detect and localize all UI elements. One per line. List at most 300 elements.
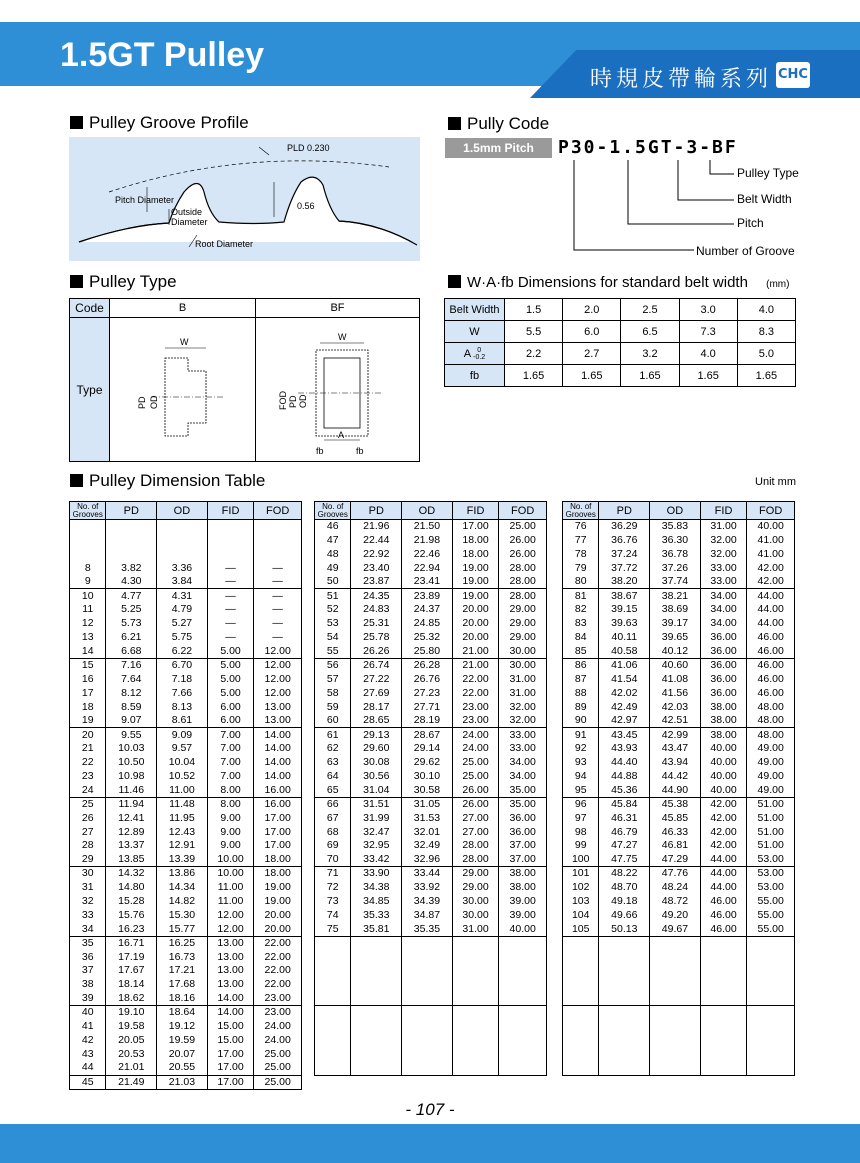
table-cell: 8.12	[106, 686, 157, 700]
table-cell: 55.00	[747, 895, 795, 909]
table-cell: 18.00	[254, 867, 302, 881]
pulley-type-table	[69, 298, 420, 462]
table-cell: —	[207, 631, 254, 645]
table-cell: 24	[70, 783, 106, 797]
table-cell: 4.31	[157, 589, 208, 603]
table-cell: 23.00	[452, 700, 499, 714]
table-cell: 57	[315, 672, 351, 686]
table-cell: 19.00	[254, 895, 302, 909]
table-row	[70, 922, 302, 936]
table-row	[70, 742, 302, 756]
table-cell: 12.00	[254, 686, 302, 700]
table-cell: 82	[563, 603, 599, 617]
table-row	[315, 672, 547, 686]
table-cell: 15	[70, 658, 106, 672]
table-cell	[351, 950, 402, 964]
table-cell: 86	[563, 658, 599, 672]
table-cell	[499, 1033, 547, 1047]
table-cell: 47	[315, 533, 351, 547]
code-leader-lines	[558, 158, 738, 258]
table-row	[70, 645, 302, 659]
table-cell: 19.00	[452, 575, 499, 589]
table-cell: 13.85	[106, 853, 157, 867]
table-cell: 10.52	[157, 770, 208, 784]
table-cell: 8.13	[157, 700, 208, 714]
table-cell: 24.35	[351, 589, 402, 603]
section-title: W·A·fb Dimensions for standard belt width	[467, 274, 748, 291]
section-pulley-type	[70, 272, 177, 292]
table-cell: 53.00	[747, 853, 795, 867]
table-row	[315, 575, 547, 589]
table-cell: 39.00	[499, 895, 547, 909]
table-cell	[315, 978, 351, 992]
fid-header: FID	[452, 502, 499, 520]
table-cell: 31.99	[351, 811, 402, 825]
dimension-table-2	[314, 501, 547, 1076]
table-cell: 84	[563, 631, 599, 645]
grooves-header: No. of Grooves	[563, 502, 599, 520]
table-cell: 29.00	[499, 603, 547, 617]
table-cell: 9.07	[106, 714, 157, 728]
table-cell: 18.62	[106, 992, 157, 1006]
table-cell	[700, 978, 747, 992]
table-cell: 101	[563, 867, 599, 881]
table-row	[70, 547, 302, 561]
table-cell	[599, 992, 650, 1006]
table-cell	[650, 950, 701, 964]
table-row	[70, 728, 302, 742]
table-cell: 17.00	[254, 811, 302, 825]
w-row-label: W	[445, 321, 505, 343]
table-cell: 44.90	[650, 783, 701, 797]
table-row	[315, 1033, 547, 1047]
belt-width-header: Belt Width	[445, 299, 505, 321]
table-cell: 70	[315, 853, 351, 867]
table-cell	[106, 533, 157, 547]
unit-label: Unit mm	[755, 476, 796, 488]
table-row	[315, 950, 547, 964]
table-cell	[747, 1061, 795, 1075]
table-cell: 13.37	[106, 839, 157, 853]
table-cell: 46.31	[599, 811, 650, 825]
table-cell: 24.83	[351, 603, 402, 617]
table-cell	[254, 547, 302, 561]
table-cell: 4.77	[106, 589, 157, 603]
table-cell: 15.77	[157, 922, 208, 936]
table-cell: 24.00	[254, 1020, 302, 1034]
table-cell	[351, 992, 402, 1006]
type-bf-drawing	[258, 318, 418, 458]
table-cell: 44.00	[700, 867, 747, 881]
table-cell: 17.00	[254, 839, 302, 853]
table-row	[315, 978, 547, 992]
table-row	[315, 964, 547, 978]
table-cell: 30.00	[452, 908, 499, 922]
table-cell: 26.00	[452, 797, 499, 811]
table-cell: 22.00	[452, 672, 499, 686]
fb-cell: 1.65	[505, 365, 563, 387]
code-label-pulley-type: Pulley Type	[737, 166, 799, 180]
table-cell: 34.39	[402, 895, 453, 909]
table-cell: 27.71	[402, 700, 453, 714]
table-cell: 16.00	[254, 797, 302, 811]
table-cell: 45.84	[599, 797, 650, 811]
table-cell	[402, 1020, 453, 1034]
table-cell: 50.13	[599, 922, 650, 936]
table-cell: 21.96	[351, 520, 402, 534]
table-cell: 21.49	[106, 1075, 157, 1089]
table-cell: 15.28	[106, 895, 157, 909]
table-cell: 35.33	[351, 908, 402, 922]
section-title: Pulley Groove Profile	[89, 113, 249, 132]
table-cell	[747, 978, 795, 992]
table-cell: 42.97	[599, 714, 650, 728]
table-cell: 13.00	[207, 950, 254, 964]
square-bullet-icon	[448, 275, 461, 288]
table-cell: 14.32	[106, 867, 157, 881]
series-title: 時規皮帶輪系列	[589, 67, 772, 92]
table-cell: 32.96	[402, 853, 453, 867]
table-cell	[747, 992, 795, 1006]
table-cell: 8.00	[207, 797, 254, 811]
table-cell: 48.24	[650, 881, 701, 895]
table-cell	[315, 1033, 351, 1047]
table-cell: 47.76	[650, 867, 701, 881]
table-cell: 43.47	[650, 742, 701, 756]
belt-width-cell: 2.0	[563, 299, 621, 321]
section-title: Pulley Dimension Table	[89, 471, 266, 490]
table-cell: 15.30	[157, 908, 208, 922]
table-cell: 51.00	[747, 797, 795, 811]
table-row	[70, 908, 302, 922]
table-row	[70, 589, 302, 603]
table-cell: 3.82	[106, 561, 157, 575]
table-cell	[563, 1061, 599, 1075]
table-cell: 67	[315, 811, 351, 825]
table-cell: 68	[315, 825, 351, 839]
table-cell: 42.00	[700, 797, 747, 811]
table-cell	[650, 1020, 701, 1034]
table-row	[315, 589, 547, 603]
root-diameter-label: Root Diameter	[195, 239, 254, 249]
type-bf-header: BF	[256, 299, 420, 318]
table-cell: 14.00	[254, 742, 302, 756]
table-row	[315, 797, 547, 811]
table-cell: 46.00	[747, 672, 795, 686]
table-row	[563, 783, 795, 797]
w-cell: 7.3	[679, 321, 737, 343]
table-cell: 20.00	[254, 908, 302, 922]
table-cell: 5.73	[106, 617, 157, 631]
table-cell: 35.81	[351, 922, 402, 936]
table-cell: 15.76	[106, 908, 157, 922]
table-cell: 32.95	[351, 839, 402, 853]
table-cell: 5.00	[207, 686, 254, 700]
section-title: Pulley Type	[89, 272, 177, 291]
svg-text:OD: OD	[148, 395, 159, 409]
table-cell: 5.00	[207, 672, 254, 686]
table-cell: 38.00	[499, 867, 547, 881]
table-row	[70, 1061, 302, 1075]
table-cell: 39.15	[599, 603, 650, 617]
table-cell	[351, 1033, 402, 1047]
table-cell: 23.00	[254, 1006, 302, 1020]
table-cell: 33.00	[499, 742, 547, 756]
table-cell: 22	[70, 756, 106, 770]
table-cell: 9.00	[207, 811, 254, 825]
table-row	[563, 700, 795, 714]
table-row	[315, 811, 547, 825]
table-cell: 36.00	[700, 686, 747, 700]
section-pully-code	[448, 114, 549, 134]
table-cell: 69	[315, 839, 351, 853]
table-row	[563, 658, 795, 672]
table-cell: 35	[70, 936, 106, 950]
table-cell: 17.00	[207, 1047, 254, 1061]
table-cell	[499, 936, 547, 950]
table-cell: 24.00	[452, 742, 499, 756]
table-cell: 94	[563, 770, 599, 784]
table-cell: 23.41	[402, 575, 453, 589]
table-cell	[402, 1006, 453, 1020]
table-cell: 6.68	[106, 645, 157, 659]
table-cell: 36.00	[499, 811, 547, 825]
table-cell: 45.85	[650, 811, 701, 825]
table-cell: 12.43	[157, 825, 208, 839]
table-cell: 40.00	[747, 520, 795, 534]
table-cell: 34.00	[700, 617, 747, 631]
table-row	[70, 533, 302, 547]
table-cell: 36.76	[599, 533, 650, 547]
table-cell: 12	[70, 617, 106, 631]
table-cell: 61	[315, 728, 351, 742]
table-cell	[499, 1047, 547, 1061]
table-cell: 30.56	[351, 770, 402, 784]
table-cell: 42.49	[599, 700, 650, 714]
table-cell	[747, 950, 795, 964]
table-cell	[599, 1047, 650, 1061]
table-cell: 40	[70, 1006, 106, 1020]
table-row	[563, 1020, 795, 1034]
table-cell: 10.50	[106, 756, 157, 770]
table-cell: 28.65	[351, 714, 402, 728]
table-row	[563, 964, 795, 978]
table-row	[315, 922, 547, 936]
table-cell: 33.00	[700, 575, 747, 589]
table-cell	[499, 978, 547, 992]
table-cell: 89	[563, 700, 599, 714]
type-b-drawing-cell	[110, 318, 256, 462]
table-cell: 17.00	[207, 1061, 254, 1075]
table-cell: 46.79	[599, 825, 650, 839]
table-row	[315, 881, 547, 895]
table-cell	[402, 964, 453, 978]
fb-cell: 1.65	[679, 365, 737, 387]
table-cell	[315, 992, 351, 1006]
table-cell: 36.29	[599, 520, 650, 534]
table-row	[563, 853, 795, 867]
type-header: Type	[70, 318, 110, 462]
table-cell: 35.00	[499, 797, 547, 811]
table-cell: 11.94	[106, 797, 157, 811]
table-cell: 37.74	[650, 575, 701, 589]
svg-text:FOD: FOD	[277, 391, 288, 410]
table-row	[315, 992, 547, 1006]
table-row	[315, 895, 547, 909]
table-cell: 91	[563, 728, 599, 742]
table-cell: 87	[563, 672, 599, 686]
table-cell: 39.00	[499, 908, 547, 922]
table-row	[315, 617, 547, 631]
od-header: OD	[157, 502, 208, 520]
table-cell	[747, 936, 795, 950]
table-row	[315, 700, 547, 714]
table-cell: 19.00	[452, 589, 499, 603]
belt-width-cell: 4.0	[737, 299, 795, 321]
pitch-badge: 1.5mm Pitch	[445, 138, 552, 158]
table-row	[315, 908, 547, 922]
table-cell: 22.00	[254, 978, 302, 992]
table-cell	[452, 1047, 499, 1061]
table-row	[70, 867, 302, 881]
table-row	[70, 797, 302, 811]
groove-profile-figure	[69, 137, 420, 261]
table-cell: 25.78	[351, 631, 402, 645]
table-cell	[563, 1047, 599, 1061]
table-cell: —	[207, 575, 254, 589]
table-cell	[207, 547, 254, 561]
fod-header: FOD	[747, 502, 795, 520]
section-wafb	[448, 274, 789, 291]
table-cell: 93	[563, 756, 599, 770]
table-cell: 16.71	[106, 936, 157, 950]
table-cell: 34.00	[700, 603, 747, 617]
table-cell: 22.92	[351, 547, 402, 561]
table-cell	[650, 1047, 701, 1061]
code-label-pitch: Pitch	[737, 216, 764, 230]
table-cell: 20.00	[452, 603, 499, 617]
svg-text:W: W	[337, 332, 346, 342]
table-cell: 25.32	[402, 631, 453, 645]
table-cell: 74	[315, 908, 351, 922]
square-bullet-icon	[70, 275, 83, 288]
table-cell: 51.00	[747, 811, 795, 825]
table-row	[315, 1047, 547, 1061]
table-cell: 14.34	[157, 881, 208, 895]
table-cell	[70, 547, 106, 561]
table-cell: 40.00	[499, 922, 547, 936]
table-cell: 29.13	[351, 728, 402, 742]
table-cell: 4.30	[106, 575, 157, 589]
table-cell: 42	[70, 1033, 106, 1047]
table-cell: 10.00	[207, 867, 254, 881]
table-cell: 29.62	[402, 756, 453, 770]
table-cell: 58	[315, 686, 351, 700]
table-cell	[650, 978, 701, 992]
table-cell	[700, 936, 747, 950]
table-cell: 33.00	[700, 561, 747, 575]
table-cell: 42.99	[650, 728, 701, 742]
fb-cell: 1.65	[621, 365, 679, 387]
table-cell: 12.91	[157, 839, 208, 853]
wafb-unit: (mm)	[766, 279, 790, 290]
table-cell	[650, 992, 701, 1006]
table-cell: 12.00	[207, 908, 254, 922]
table-cell: 49.00	[747, 770, 795, 784]
table-cell: 27	[70, 825, 106, 839]
a-cell: 2.2	[505, 343, 563, 365]
table-cell: 13.00	[207, 978, 254, 992]
table-cell: 83	[563, 617, 599, 631]
table-cell: 55	[315, 645, 351, 659]
table-cell: 49.67	[650, 922, 701, 936]
table-cell: 25.00	[452, 756, 499, 770]
table-cell	[700, 1020, 747, 1034]
table-row	[563, 617, 795, 631]
table-row	[315, 520, 547, 534]
table-cell: 40.60	[650, 658, 701, 672]
table-cell: 12.00	[254, 645, 302, 659]
table-cell: 32.00	[700, 547, 747, 561]
table-cell: 55.00	[747, 922, 795, 936]
table-cell: 34.87	[402, 908, 453, 922]
table-cell	[402, 950, 453, 964]
table-row	[70, 520, 302, 534]
table-cell	[563, 978, 599, 992]
table-cell: 32.47	[351, 825, 402, 839]
table-cell	[207, 533, 254, 547]
table-cell: 42.51	[650, 714, 701, 728]
table-cell	[747, 1033, 795, 1047]
table-cell: 31.00	[452, 922, 499, 936]
table-cell: 49.00	[747, 742, 795, 756]
table-cell: 27.00	[452, 825, 499, 839]
table-row	[315, 645, 547, 659]
table-cell	[599, 964, 650, 978]
table-cell: 19.58	[106, 1020, 157, 1034]
table-row	[563, 1033, 795, 1047]
table-cell: 18	[70, 700, 106, 714]
table-cell: —	[254, 617, 302, 631]
table-row	[315, 658, 547, 672]
table-cell: 32.00	[499, 700, 547, 714]
table-cell	[700, 1047, 747, 1061]
table-cell: 12.00	[254, 672, 302, 686]
table-cell: 39	[70, 992, 106, 1006]
table-cell	[563, 1033, 599, 1047]
table-cell: 53.00	[747, 867, 795, 881]
table-cell: 13.86	[157, 867, 208, 881]
table-cell: 49.00	[747, 756, 795, 770]
table-cell: 16.25	[157, 936, 208, 950]
table-cell: 31.00	[499, 672, 547, 686]
table-row	[315, 686, 547, 700]
table-cell: 33.00	[499, 728, 547, 742]
table-cell: 41	[70, 1020, 106, 1034]
fod-header: FOD	[499, 502, 547, 520]
table-cell: 44.00	[747, 603, 795, 617]
table-row	[70, 964, 302, 978]
table-cell: 23.00	[254, 992, 302, 1006]
table-cell	[106, 547, 157, 561]
table-cell: 25.00	[499, 520, 547, 534]
table-cell: 6.21	[106, 631, 157, 645]
table-cell: 26.00	[499, 533, 547, 547]
table-cell: 23.40	[351, 561, 402, 575]
table-cell: 48.00	[747, 728, 795, 742]
table-cell: 105	[563, 922, 599, 936]
table-cell: 5.75	[157, 631, 208, 645]
